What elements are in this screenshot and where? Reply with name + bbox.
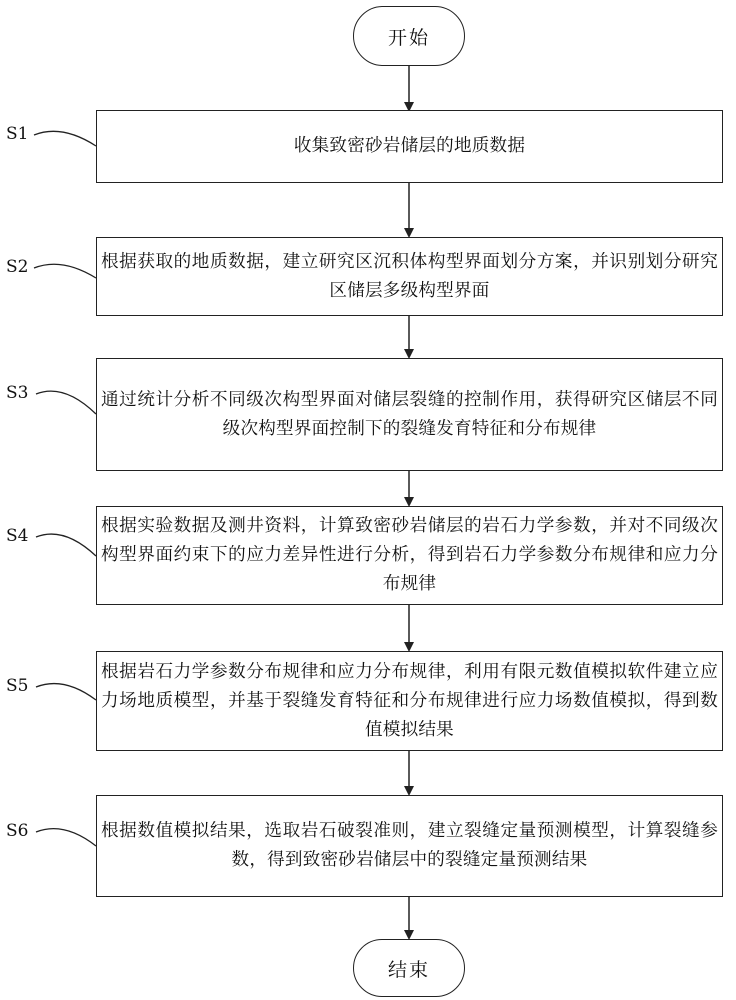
step-box-s6 xyxy=(96,795,723,897)
step-label-s3: S3 xyxy=(6,383,29,403)
leader-line-s5 xyxy=(36,684,96,700)
leader-line-s6 xyxy=(36,829,96,846)
step-text-s4: 根据实验数据及测井资料，计算致密砂岩储层的岩石力学参数，并对不同级次构型界面约束下的应力差异性进行分析，得到岩石力学参数分布规律和应力分布规律 xyxy=(101,516,718,594)
step-box-s5 xyxy=(96,651,723,751)
step-text-s1: 收集致密砂岩储层的地质数据 xyxy=(293,136,526,156)
leader-line-s1 xyxy=(34,131,96,146)
step-label-s4: S4 xyxy=(6,526,29,546)
end-label: 结束 xyxy=(387,958,430,981)
end-terminal xyxy=(353,939,465,997)
leader-line-s4 xyxy=(36,534,96,556)
step-box-s2 xyxy=(96,237,723,316)
step-box-s4 xyxy=(96,506,723,605)
step-label-s1: S1 xyxy=(6,124,29,144)
step-box-s3 xyxy=(96,358,723,471)
leader-line-s3 xyxy=(36,391,96,414)
step-text-s3: 通过统计分析不同级次构型界面对储层裂缝的控制作用，获得研究区储层不同级次构型界面控制下的裂缝发育特征和分布规律 xyxy=(101,389,718,439)
step-text-s2: 根据获取的地质数据，建立研究区沉积体构型界面划分方案，并识别划分研究区储层多级构型界面 xyxy=(101,251,718,301)
start-terminal xyxy=(353,6,465,66)
step-label-s6: S6 xyxy=(6,821,29,841)
step-label-s2: S2 xyxy=(6,257,29,277)
start-label: 开始 xyxy=(387,26,430,49)
step-text-s5: 根据岩石力学参数分布规律和应力分布规律，利用有限元数值模拟软件建立应力场地质模型，并基于裂缝发育特征和分布规律进行应力场数值模拟，得到数值模拟结果 xyxy=(101,661,718,740)
leader-line-s2 xyxy=(34,264,96,278)
step-box-s1 xyxy=(96,110,723,183)
step-label-s5: S5 xyxy=(6,676,29,696)
step-text-s6: 根据数值模拟结果，选取岩石破裂准则，建立裂缝定量预测模型，计算裂缝参数，得到致密砂岩储层中的裂缝定量预测结果 xyxy=(101,821,718,870)
